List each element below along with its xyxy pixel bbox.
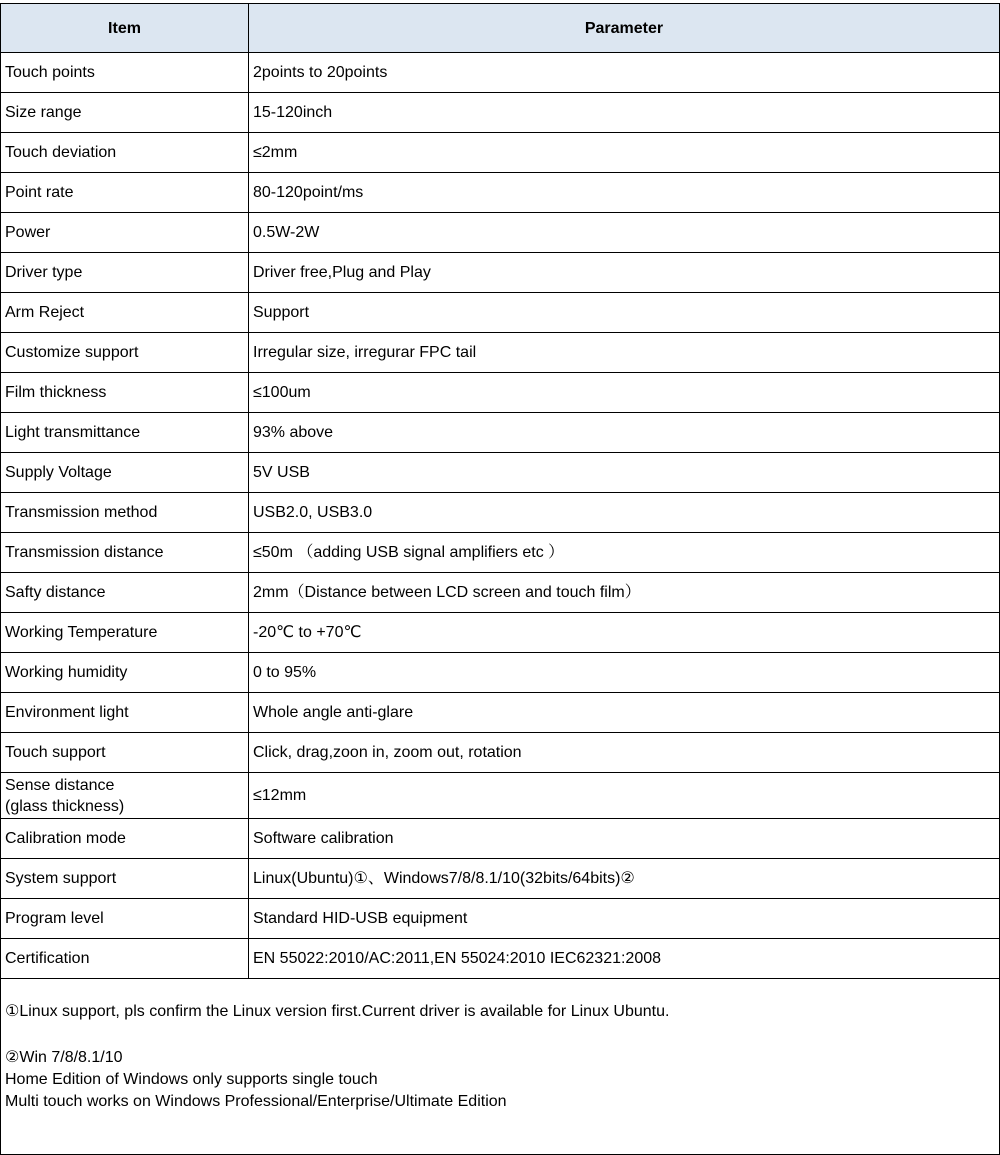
spec-table — [0, 3, 1000, 1155]
parameter-cell: 2points to 20points — [249, 53, 1000, 93]
item-cell-line: (glass thickness) — [5, 797, 125, 815]
item-cell: Size range — [1, 93, 249, 133]
parameter-cell: ≤2mm — [249, 133, 1000, 173]
note-windows-home: Home Edition of Windows only supports single touch — [5, 1071, 378, 1088]
table-row — [1, 53, 1000, 93]
parameter-cell: ≤50m （adding USB signal amplifiers etc ） — [249, 533, 1000, 573]
parameter-cell: 80-120point/ms — [249, 173, 1000, 213]
item-cell: Transmission distance — [1, 533, 249, 573]
note-linux: ①Linux support, pls confirm the Linux version first.Current driver is available for Linux Ubuntu. — [5, 1003, 670, 1020]
item-cell: Calibration mode — [1, 819, 249, 859]
table-row — [1, 293, 1000, 333]
note-windows-title: ②Win 7/8/8.1/10 — [5, 1049, 123, 1066]
parameter-cell: 93% above — [249, 413, 1000, 453]
item-cell: Working humidity — [1, 653, 249, 693]
header-parameter: Parameter — [249, 4, 1000, 53]
table-row — [1, 453, 1000, 493]
item-cell-line: Sense distance — [5, 776, 115, 794]
item-cell: Power — [1, 213, 249, 253]
parameter-cell: 0 to 95% — [249, 653, 1000, 693]
table-row — [1, 413, 1000, 453]
parameter-cell: Driver free,Plug and Play — [249, 253, 1000, 293]
table-row — [1, 173, 1000, 213]
table-row — [1, 253, 1000, 293]
table-row — [1, 213, 1000, 253]
note-windows-multitouch: Multi touch works on Windows Professional/Enterprise/Ultimate Edition — [5, 1093, 507, 1110]
item-cell: Arm Reject — [1, 293, 249, 333]
item-cell: Driver type — [1, 253, 249, 293]
table-row — [1, 653, 1000, 693]
table-row — [1, 939, 1000, 979]
item-cell: Customize support — [1, 333, 249, 373]
item-cell: Safty distance — [1, 573, 249, 613]
item-cell — [1, 773, 249, 819]
parameter-cell: Software calibration — [249, 819, 1000, 859]
table-row — [1, 573, 1000, 613]
parameter-cell: 2mm（Distance between LCD screen and touch film） — [249, 573, 1000, 613]
parameter-cell: ≤100um — [249, 373, 1000, 413]
parameter-cell: EN 55022:2010/AC:2011,EN 55024:2010 IEC62321:2008 — [249, 939, 1000, 979]
parameter-cell: -20℃ to +70℃ — [249, 613, 1000, 653]
item-cell: Supply Voltage — [1, 453, 249, 493]
item-cell: System support — [1, 859, 249, 899]
parameter-cell: Linux(Ubuntu)①、Windows7/8/8.1/10(32bits/64bits)② — [249, 859, 1000, 899]
header-row — [1, 4, 1000, 53]
item-cell: Light transmittance — [1, 413, 249, 453]
table-row — [1, 733, 1000, 773]
table-row — [1, 899, 1000, 939]
table-row — [1, 133, 1000, 173]
parameter-cell: Standard HID-USB equipment — [249, 899, 1000, 939]
table-row — [1, 859, 1000, 899]
item-cell: Touch points — [1, 53, 249, 93]
table-row — [1, 373, 1000, 413]
item-cell: Touch deviation — [1, 133, 249, 173]
table-row — [1, 773, 1000, 819]
parameter-cell: 15-120inch — [249, 93, 1000, 133]
item-cell: Working Temperature — [1, 613, 249, 653]
item-cell: Program level — [1, 899, 249, 939]
table-row — [1, 693, 1000, 733]
table-row — [1, 93, 1000, 133]
parameter-cell: Support — [249, 293, 1000, 333]
item-cell: Transmission method — [1, 493, 249, 533]
parameter-cell: USB2.0, USB3.0 — [249, 493, 1000, 533]
item-cell: Touch support — [1, 733, 249, 773]
notes-row — [1, 979, 1000, 1155]
table-row — [1, 819, 1000, 859]
table-row — [1, 533, 1000, 573]
item-cell: Certification — [1, 939, 249, 979]
header-item: Item — [1, 4, 249, 53]
parameter-cell: 5V USB — [249, 453, 1000, 493]
parameter-cell: Whole angle anti-glare — [249, 693, 1000, 733]
parameter-cell: 0.5W-2W — [249, 213, 1000, 253]
item-cell: Film thickness — [1, 373, 249, 413]
parameter-cell: Irregular size, irregurar FPC tail — [249, 333, 1000, 373]
table-row — [1, 613, 1000, 653]
table-row — [1, 333, 1000, 373]
item-cell: Point rate — [1, 173, 249, 213]
notes-cell — [1, 979, 1000, 1155]
table-row — [1, 493, 1000, 533]
parameter-cell: Click, drag,zoon in, zoom out, rotation — [249, 733, 1000, 773]
parameter-cell: ≤12mm — [249, 773, 1000, 819]
item-cell: Environment light — [1, 693, 249, 733]
